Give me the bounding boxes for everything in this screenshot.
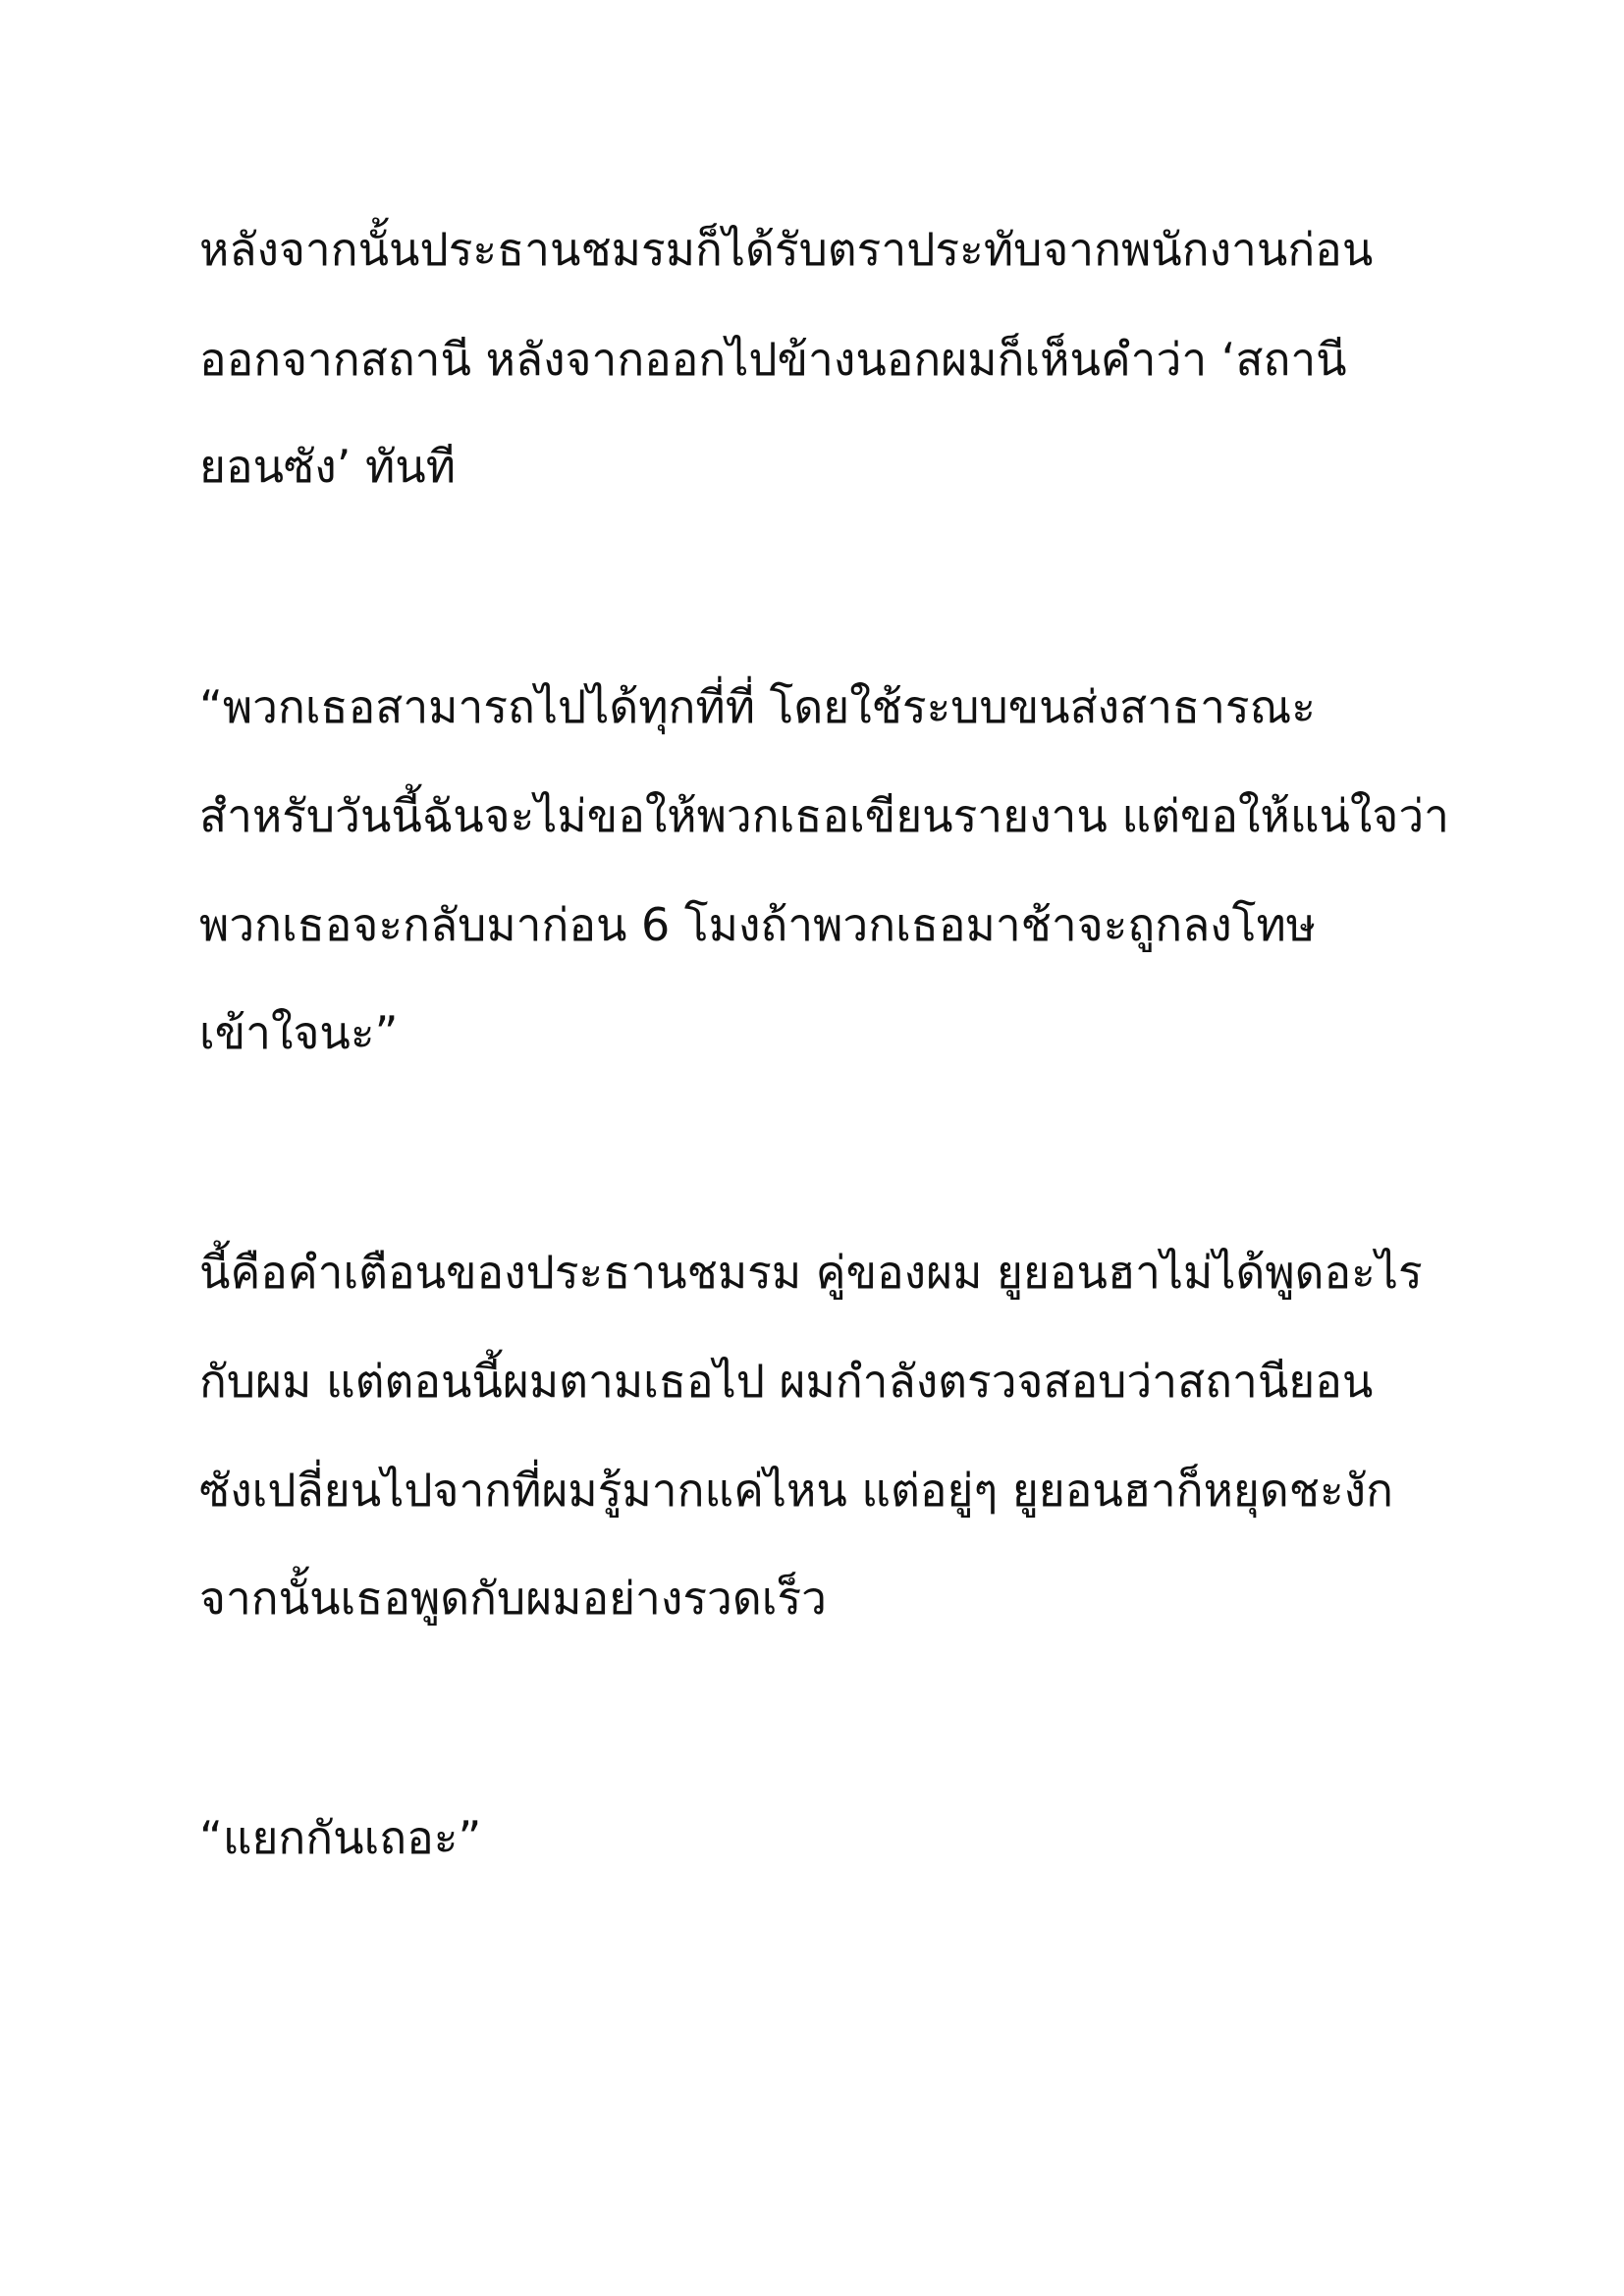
paragraph-1-line-2: ออกจากสถานี หลังจากออกไปข้างนอกผมก็เห็นคำว่า ‘สถานี (199, 333, 1347, 386)
paragraph-3-line-3: ซังเปลี่ยนไปจากที่ผมรู้มากแค่ไหน แต่อยู่ๆ ยูยอนฮาก็หยุดชะงัก (199, 1464, 1393, 1517)
paragraph-2-line-4: เข้าใจนะ” (199, 1006, 399, 1059)
paragraph-4-line-1: “แยกกันเถอะ” (199, 1811, 482, 1864)
paragraph-1-line-1: หลังจากนั้นประธานชมรมก็ได้รับตราประทับจากพนักงานก่อน (199, 223, 1374, 276)
paragraph-1-line-3: ยอนซัง’ ทันที (199, 440, 457, 493)
paragraph-3-line-4: จากนั้นเธอพูดกับผมอย่างรวดเร็ว (199, 1572, 828, 1625)
paragraph-2-line-1: “พวกเธอสามารถไปได้ทุกที่ที่ โดยใช้ระบบขนส่งสาธารณะ (199, 680, 1317, 733)
paragraph-3-line-1: นี้คือคำเตือนของประธานชมรม คู่ของผม ยูยอนฮาไม่ได้พูดอะไร (199, 1246, 1423, 1299)
paragraph-2-line-2: สำหรับวันนี้ฉันจะไม่ขอให้พวกเธอเขียนรายงาน แต่ขอให้แน่ใจว่า (199, 789, 1449, 842)
paragraph-2-line-3: พวกเธอจะกลับมาก่อน 6 โมงถ้าพวกเธอมาช้าจะถูกลงโทษ (199, 898, 1317, 951)
paragraph-3-line-2: กับผม แต่ตอนนี้ผมตามเธอไป ผมกำลังตรวจสอบว่าสถานียอน (199, 1355, 1374, 1408)
